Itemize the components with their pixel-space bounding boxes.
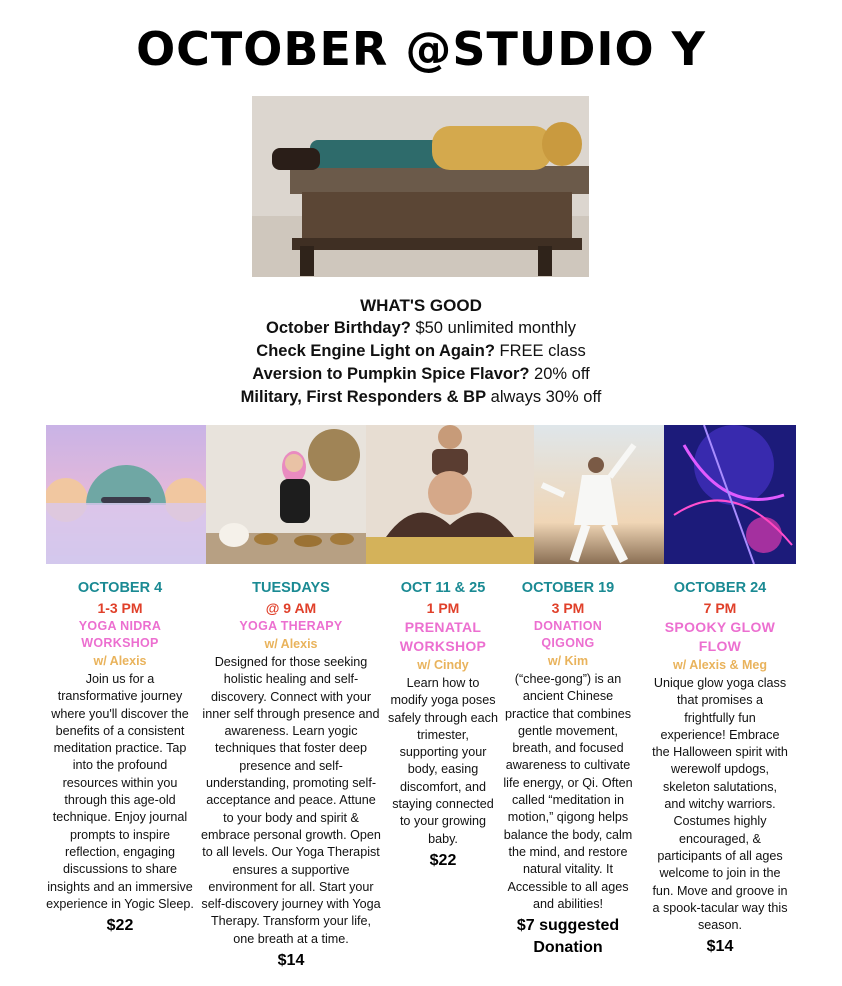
class-description: Join us for a transformative journey where you'll discover the benefits of a consistent meditation practice. Tap into the profound resources within you through this age-old technique. Enjoy journal prompts to inspire reflection, engaging discussions to share insights and an immersive experience in Yogic Sleep. (46, 672, 194, 911)
class-time: 1-3 PM (97, 600, 143, 616)
class-column-prenatal (388, 578, 498, 872)
class-date: TUESDAYS (252, 580, 330, 596)
hero-photo (252, 96, 589, 277)
class-time: @ 9 AM (265, 600, 317, 616)
class-date: OCTOBER 24 (673, 580, 767, 596)
class-time: 3 PM (551, 600, 585, 616)
class-description: Learn how to modify yoga poses safely through each trimester, supporting your body, easing discomfort, and staying connected to your growing baby. (388, 676, 498, 846)
yoga-nidra-photo (46, 425, 206, 564)
class-instructor: w/ Alexis & Meg (672, 658, 767, 672)
class-description: (“chee-gong”) is an ancient Chinese practice that combines gentle movement, breath, and focused awareness to cultivate life energy, or Qi. Often called “meditation in motion,” qigong helps balance the body, calm the mind, and restore natural vitality. It Accessible to all ages and abilities! (503, 672, 633, 911)
class-column-spooky-glow (652, 578, 788, 958)
class-instructor: w/ Cindy (417, 658, 469, 672)
class-column-qigong (502, 578, 634, 959)
class-price: $22 (106, 917, 134, 935)
class-name: SPOOKY GLOW FLOW (664, 619, 776, 654)
class-name: DONATION QIGONG (533, 619, 603, 650)
class-price: $14 (277, 952, 305, 970)
whats-good-section (0, 294, 842, 409)
class-time: 7 PM (703, 600, 737, 616)
promo-line: Military, First Responders & BP always 30% off (240, 388, 602, 406)
promo-line: Aversion to Pumpkin Spice Flavor? 20% off (252, 365, 590, 383)
class-instructor: w/ Alexis (93, 654, 147, 668)
prenatal-photo (366, 425, 534, 564)
class-price: $7 suggested Donation (516, 917, 620, 957)
class-instructor: w/ Kim (547, 654, 589, 668)
class-name: YOGA THERAPY (239, 619, 343, 633)
class-column-yoga-nidra (46, 578, 194, 937)
class-name: PRENATAL WORKSHOP (399, 619, 487, 654)
class-date: OCTOBER 19 (521, 580, 615, 596)
class-date: OCTOBER 4 (77, 580, 163, 596)
promo-line: Check Engine Light on Again? FREE class (256, 342, 586, 360)
page-title: OCTOBER @STUDIO Y (136, 22, 706, 76)
class-column-yoga-therapy (200, 578, 382, 972)
class-description: Unique glow yoga class that promises a frightfully fun experience! Embrace the Halloween spirit with werewolf updogs, skeleton salutations, and witchy warriors. Costumes highly encouraged, & participants of all ages welcome to join in the fun. Move and groove in a spook-tacular way this season. (652, 676, 788, 933)
class-price: $22 (429, 851, 457, 869)
class-name: YOGA NIDRA WORKSHOP (78, 619, 162, 650)
class-description: Designed for those seeking holistic healing and self-discovery. Connect with your inner self through presence and awareness. Learn yogic techniques that foster deep presence and self-understanding, promoting self-acceptance and peace. Attune to your body and spirit & embrace personal growth. Open to all levels. Our Yoga Therapist ensures a supportive environment for all. Start your self-discovery journey with Yoga Therapy. Transform your life, one breath at a time. (201, 655, 381, 946)
spooky-glow-photo (664, 425, 796, 564)
whats-good-heading: WHAT'S GOOD (360, 296, 482, 315)
class-date: OCT 11 & 25 (400, 580, 486, 596)
class-time: 1 PM (426, 600, 460, 616)
yoga-therapy-photo (206, 425, 366, 564)
promo-line: October Birthday? $50 unlimited monthly (266, 319, 576, 337)
qigong-photo (534, 425, 664, 564)
class-instructor: w/ Alexis (264, 637, 318, 651)
class-price: $14 (706, 938, 734, 956)
